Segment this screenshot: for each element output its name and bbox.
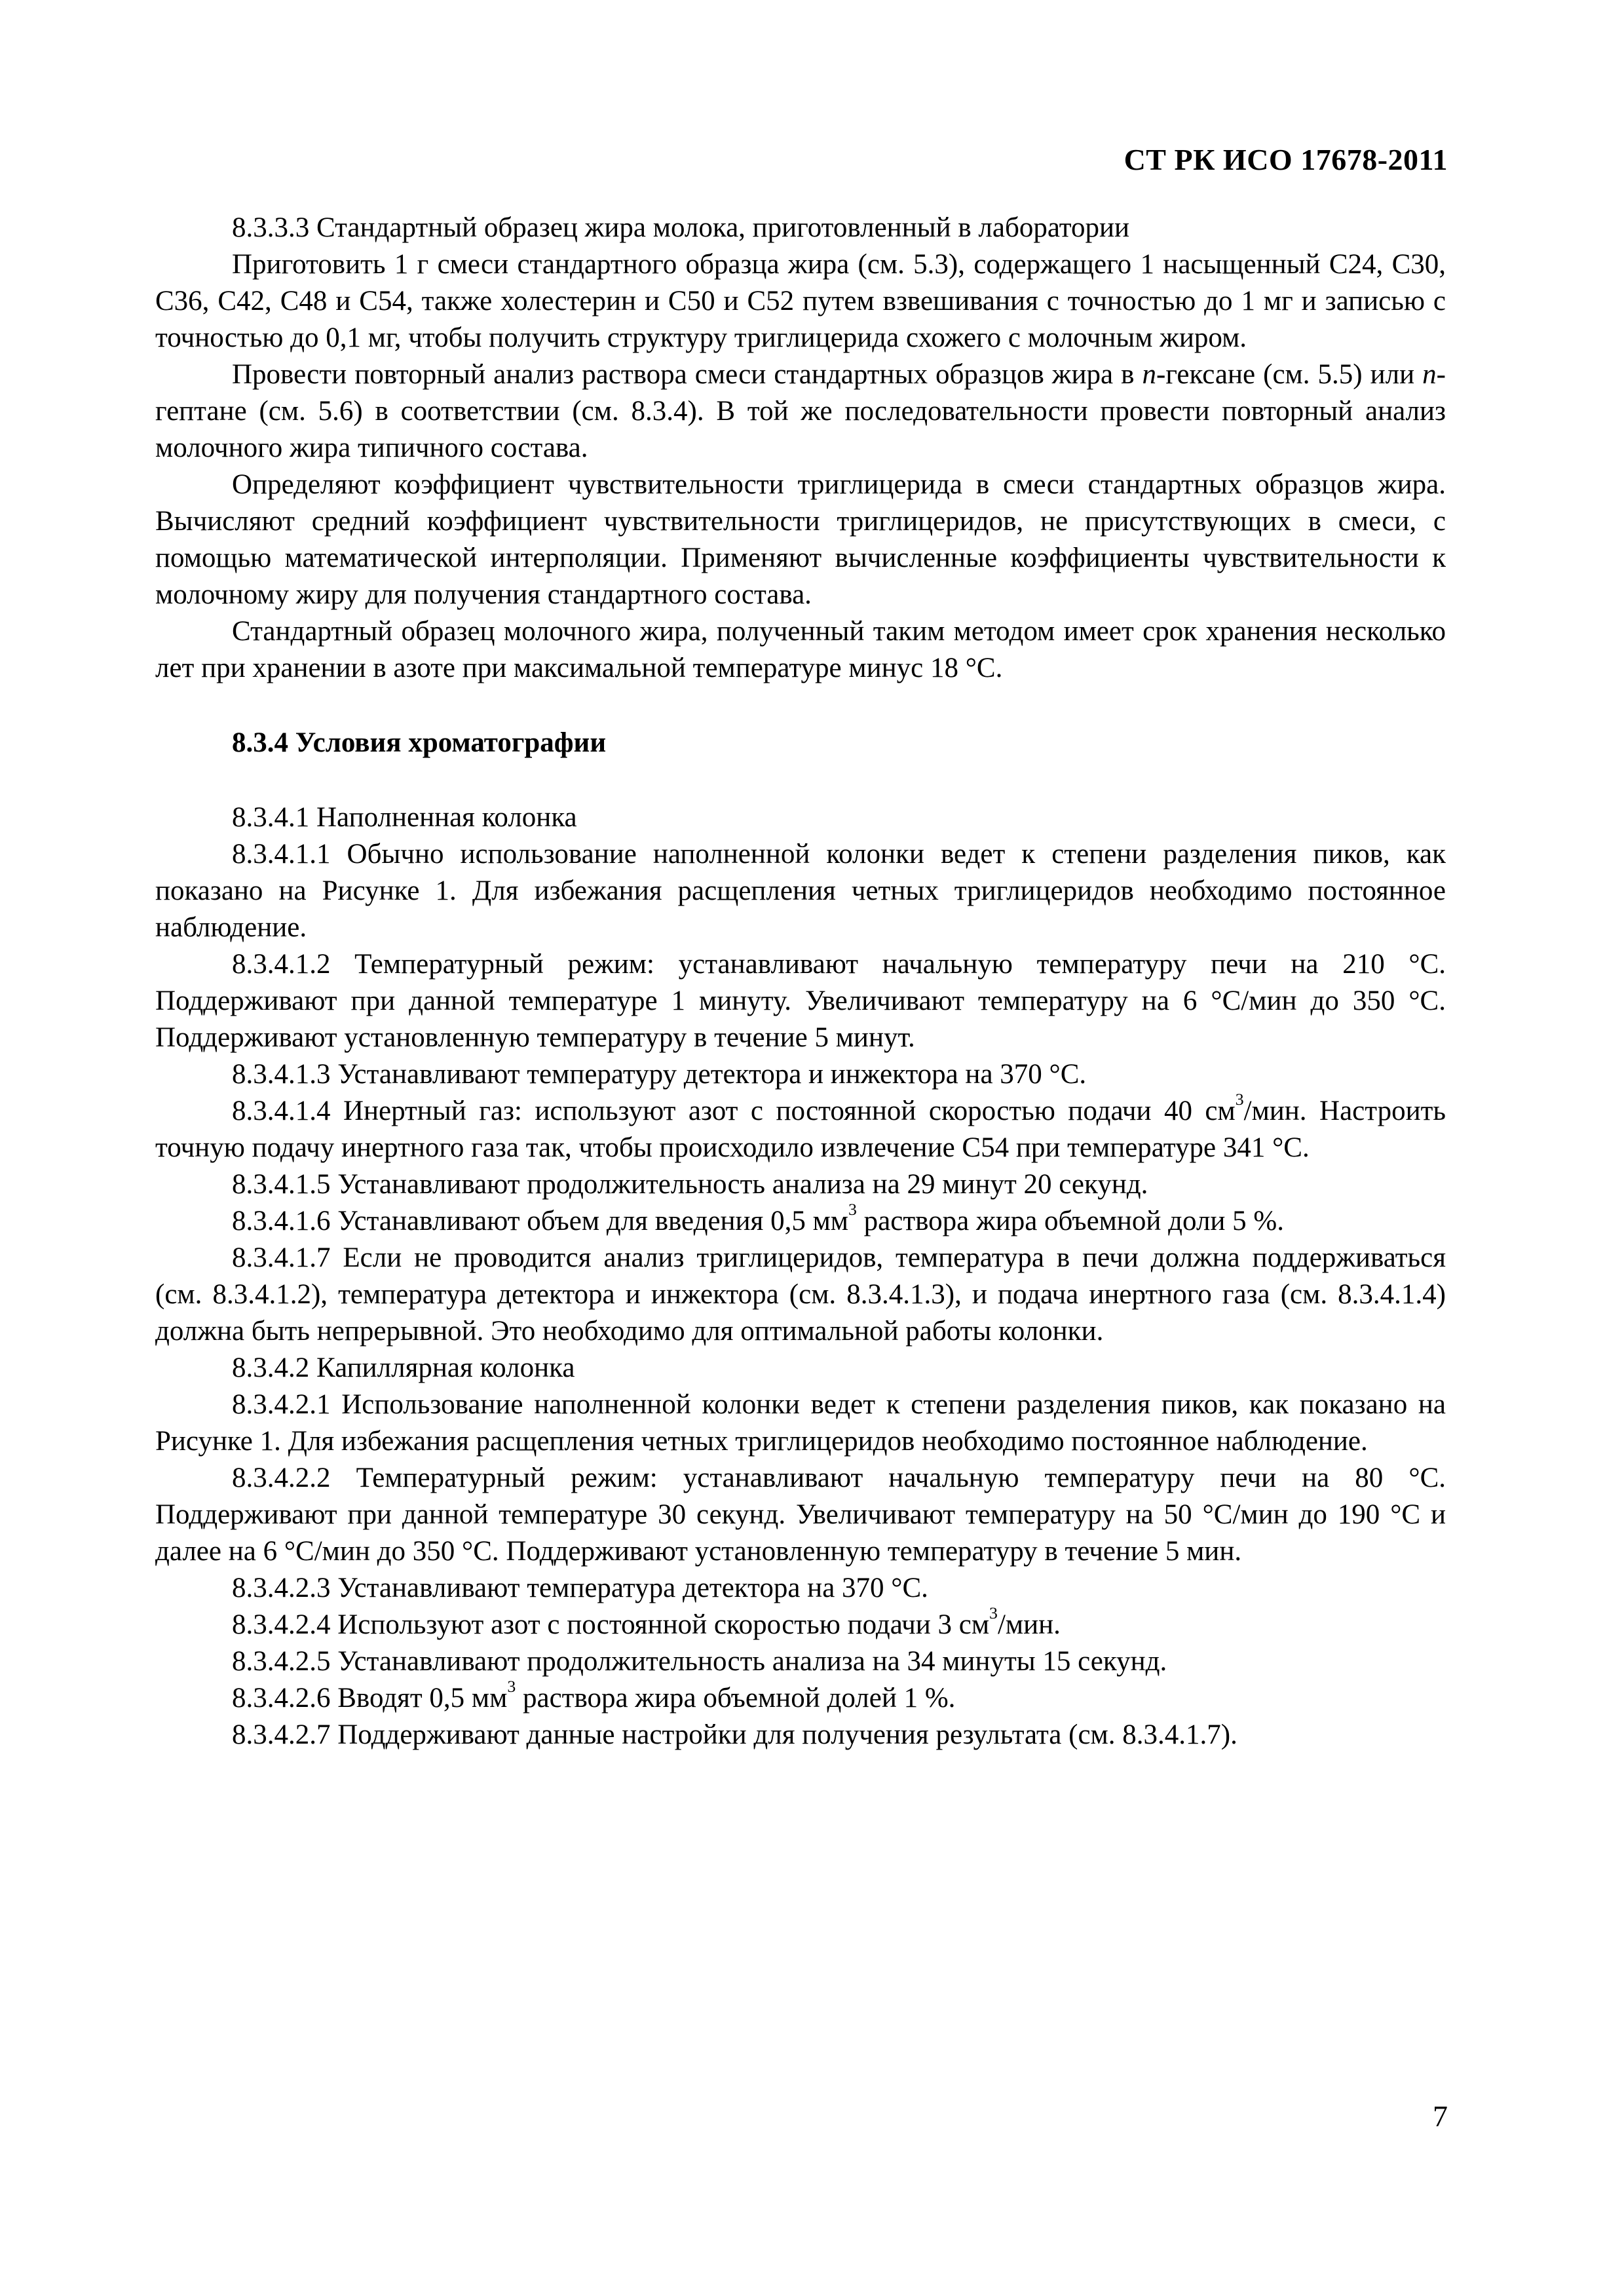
paragraph-8-3-4-2: 8.3.4.2 Капиллярная колонка <box>232 1352 575 1383</box>
italic-n: n <box>1422 359 1437 390</box>
paragraph-8-3-3-3: 8.3.3.3 Стандартный образец жира молока, приготовленный в лаборатории <box>232 212 1130 243</box>
text-segment: /мин. <box>997 1609 1061 1640</box>
text-segment: 8.3.4.1.4 Инертный газ: используют азот с постоянной скоростью подачи 40 см <box>232 1096 1236 1126</box>
text-segment: 8.3.4.1.6 Устанавливают объем для введения 0,5 мм <box>232 1206 849 1236</box>
superscript: 3 <box>1235 1089 1244 1109</box>
page-number: 7 <box>1433 2099 1448 2133</box>
paragraph-repeat-analysis <box>155 356 1446 467</box>
text-segment: раствора жира объемной доли 5 %. <box>856 1206 1284 1236</box>
superscript: 3 <box>848 1199 857 1219</box>
paragraph-8-3-4-1: 8.3.4.1 Наполненная колонка <box>232 802 577 833</box>
text-segment: -гептане (см. 5.6) в соответствии (см. 8.3.4). В той же последовательности провести повторный анализ молочного жира типичного состава. <box>155 359 1446 463</box>
paragraph-8-3-4-2-3: 8.3.4.2.3 Устанавливают температура детектора на 370 °С. <box>232 1573 928 1603</box>
superscript: 3 <box>989 1603 998 1622</box>
document-body <box>155 210 1446 1753</box>
paragraph-8-3-4-1-4 <box>155 1089 1446 1166</box>
text-segment: -гексане (см. 5.5) или <box>1156 359 1423 390</box>
text-segment: раствора жира объемной долей 1 %. <box>516 1683 956 1713</box>
paragraph-8-3-4-2-1: 8.3.4.2.1 Использование наполненной колонки ведет к степени разделения пиков, как показано на Рисунке 1. Для избежания расщепления четных триглицеридов необходимо постоянное наблюдение. <box>155 1389 1446 1457</box>
paragraph-8-3-4-1-7: 8.3.4.1.7 Если не проводится анализ триглицеридов, температура в печи должна поддерживаться (см. 8.3.4.1.2), температура детектора и инжектора (см. 8.3.4.1.3), и подача инертного газа (см. 8.3.4.1.4) должна быть непрерывной. Это необходимо для оптимальной работы колонки. <box>155 1242 1446 1347</box>
paragraph-8-3-4-2-2: 8.3.4.2.2 Температурный режим: устанавливают начальную температуру печи на 80 °С. Поддерживают при данной температуре 30 секунд. Увеличивают температуру на 50 °С/мин до 190 °С и далее на 6 °С/мин до 350 °С. Поддерживают установленную температуру в течение 5 мин. <box>155 1463 1446 1567</box>
paragraph-8-3-4-1-1: 8.3.4.1.1 Обычно использование наполненной колонки ведет к степени разделения пиков, как показано на Рисунке 1. Для избежания расщепления четных триглицеридов необходимо постоянное наблюдение. <box>155 839 1446 943</box>
paragraph-prepare-mixture: Приготовить 1 г смеси стандартного образца жира (см. 5.3), содержащего 1 насыщенный С24, С30, С36, С42, С48 и С54, также холестерин и С50 и С52 путем взвешивания с точностью до 1 мг и записью с точностью до 0,1 мг, чтобы получить структуру триглицерида схожего с молочным жиром. <box>155 249 1446 353</box>
text-segment: Провести повторный анализ раствора смеси стандартных образцов жира в <box>232 359 1142 390</box>
paragraph-8-3-4-2-6 <box>155 1676 1446 1717</box>
paragraph-storage: Стандартный образец молочного жира, полученный таким методом имеет срок хранения несколько лет при хранении в азоте при максимальной температуре минус 18 °С. <box>155 616 1446 683</box>
text-segment: /мин. Настроить точную подачу инертного газа так, чтобы происходило извлечение С54 при температуре 341 °С. <box>155 1096 1446 1163</box>
text-segment: 8.3.4.2.4 Используют азот с постоянной скоростью подачи 3 см <box>232 1609 990 1640</box>
paragraph-8-3-4-2-4 <box>155 1603 1446 1643</box>
italic-n: n <box>1142 359 1156 390</box>
paragraph-8-3-4-1-5: 8.3.4.1.5 Устанавливают продолжительность анализа на 29 минут 20 секунд. <box>232 1169 1148 1200</box>
section-heading-8-3-4: 8.3.4 Условия хроматографии <box>232 727 607 758</box>
paragraph-8-3-4-2-5: 8.3.4.2.5 Устанавливают продолжительность анализа на 34 минуты 15 секунд. <box>232 1646 1167 1677</box>
paragraph-8-3-4-1-2: 8.3.4.1.2 Температурный режим: устанавливают начальную температуру печи на 210 °С. Поддерживают при данной температуре 1 минуту. Увеличивают температуру на 6 °С/мин до 350 °С. Поддерживают установленную температуру в течение 5 минут. <box>155 949 1446 1053</box>
paragraph-8-3-4-2-7: 8.3.4.2.7 Поддерживают данные настройки для получения результата (см. 8.3.4.1.7). <box>232 1719 1237 1750</box>
document-header-code: СТ РК ИСО 17678-2011 <box>1124 143 1448 176</box>
paragraph-8-3-4-1-3: 8.3.4.1.3 Устанавливают температуру детектора и инжектора на 370 °С. <box>232 1059 1087 1090</box>
paragraph-sensitivity: Определяют коэффициент чувствительности триглицерида в смеси стандартных образцов жира. Вычисляют средний коэффициент чувствительности триглицеридов, не присутствующих в смеси, с помощью математической интерполяции. Применяют вычисленные коэффициенты чувствительности к молочному жиру для получения стандартного состава. <box>155 469 1446 610</box>
paragraph-8-3-4-1-6 <box>155 1199 1446 1240</box>
text-segment: 8.3.4.2.6 Вводят 0,5 мм <box>232 1683 508 1713</box>
superscript: 3 <box>507 1676 516 1696</box>
